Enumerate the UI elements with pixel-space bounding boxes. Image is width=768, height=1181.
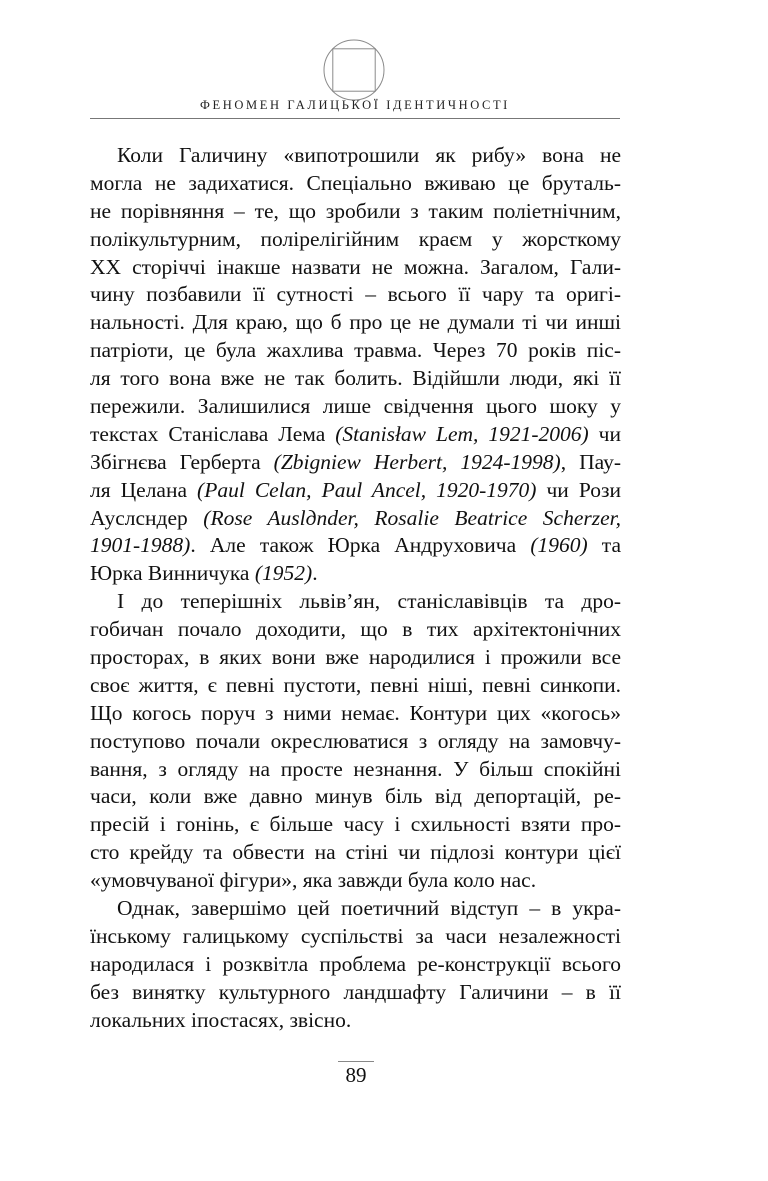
italic-citation: (1952) <box>254 561 313 586</box>
text-line: пережили. Залишилися лише свідчення цього шоку у <box>90 394 621 419</box>
text-line: народилася і розквітла проблема ре-конструкції всього <box>90 951 621 976</box>
text-run: чи Рози <box>536 477 621 502</box>
text-run: , Пау- <box>560 449 621 474</box>
text-line <box>90 532 621 560</box>
text-line: пресій і гонінь, є більше часу і схильності взяти про- <box>90 812 621 837</box>
text-line: полікультурним, полірелігійним краєм у жорсткому <box>90 226 621 251</box>
circle-square-emblem-icon <box>322 38 386 102</box>
text-run: Збігнєва Герберта <box>90 449 274 474</box>
text-line: патріоти, це була жахлива травма. Через 70 років піс- <box>90 338 621 363</box>
text-line: поступово почали окреслюватися з огляду на замовчу- <box>90 728 621 753</box>
text-line <box>90 560 621 588</box>
page-number: 89 <box>345 1063 367 1087</box>
text-line <box>90 449 621 477</box>
text-line: своє життя, є певні пустоти, певні ніші, певні синкопи. <box>90 672 621 697</box>
text-line: могла не задихатися. Спеціально вживаю це бруталь- <box>90 170 621 195</box>
text-line: сто крейду та обвести на стіні чи підлозі контури цієї <box>90 840 621 865</box>
header-rule <box>90 118 620 119</box>
body-text <box>90 142 621 1035</box>
text-line: «умовчуваної фігури», яка завжди була коло нас. <box>90 868 537 893</box>
text-line: Однак, завершімо цей поетичний відступ – в укра- <box>117 896 621 921</box>
text-line: вання, з огляду на просте незнання. У більш спокійні <box>90 756 621 781</box>
text-line: чину позбавили її сутності – всього її чару та оригі- <box>90 282 621 307</box>
italic-citation: (Paul Celan, Paul Ancel, 1920-1970) <box>197 477 537 502</box>
text-run: Юрка Винничука <box>90 561 255 586</box>
italic-citation: 1901-1988) <box>90 533 191 558</box>
italic-citation: (Rose Auslдnder, Rosalie Beatrice Scherzer, <box>203 505 621 530</box>
text-run: текстах Станіслава Лема <box>90 421 336 446</box>
text-run: чи <box>588 421 621 446</box>
text-line: нальності. Для краю, що б про це не думали ті чи инші <box>90 310 621 335</box>
text-run: Ауслсндер <box>90 505 204 530</box>
text-run: та <box>587 533 621 558</box>
italic-citation: (1960) <box>530 533 588 558</box>
text-line: ля того вона вже не так болить. Відійшли люди, які її <box>90 366 621 391</box>
folio-rule <box>338 1061 374 1062</box>
text-line <box>90 421 621 449</box>
text-line: локальних іпостасях, звісно. <box>90 1007 352 1032</box>
text-run: . Але також Юрка Андруховича <box>190 533 531 558</box>
text-run: . <box>312 561 318 586</box>
italic-citation: (Zbigniew Herbert, 1924-1998) <box>273 449 561 474</box>
text-line: без винятку культурного ландшафту Галичини – в її <box>90 979 621 1004</box>
text-line <box>90 477 621 505</box>
text-run: ля Целана <box>90 477 198 502</box>
text-line: не порівняння – те, що зробили з таким поліетнічним, <box>90 198 621 223</box>
text-line <box>90 505 621 533</box>
running-head: ФЕНОМЕН ГАЛИЦЬКОЇ ІДЕНТИЧНОСТІ <box>200 98 510 112</box>
text-line: часи, коли вже давно минув біль від депортацій, ре- <box>90 784 621 809</box>
text-line: їнському галицькому суспільстві за часи незалежності <box>90 923 621 948</box>
text-line: І до теперішніх львів’ян, станіславівців та дро- <box>117 589 621 614</box>
text-line: XX сторіччі інакше назвати не можна. Загалом, Гали- <box>90 254 621 279</box>
italic-citation: (Stanisław Lem, 1921-2006) <box>335 421 589 446</box>
text-line: просторах, в яких вони вже народилися і прожили все <box>90 645 621 670</box>
text-line: Що когось поруч з ними немає. Контури цих «когось» <box>90 700 621 725</box>
text-line: Коли Галичину «випотрошили як рибу» вона не <box>117 143 621 167</box>
text-line: гобичан почало доходити, що в тих архітектонічних <box>90 617 621 642</box>
